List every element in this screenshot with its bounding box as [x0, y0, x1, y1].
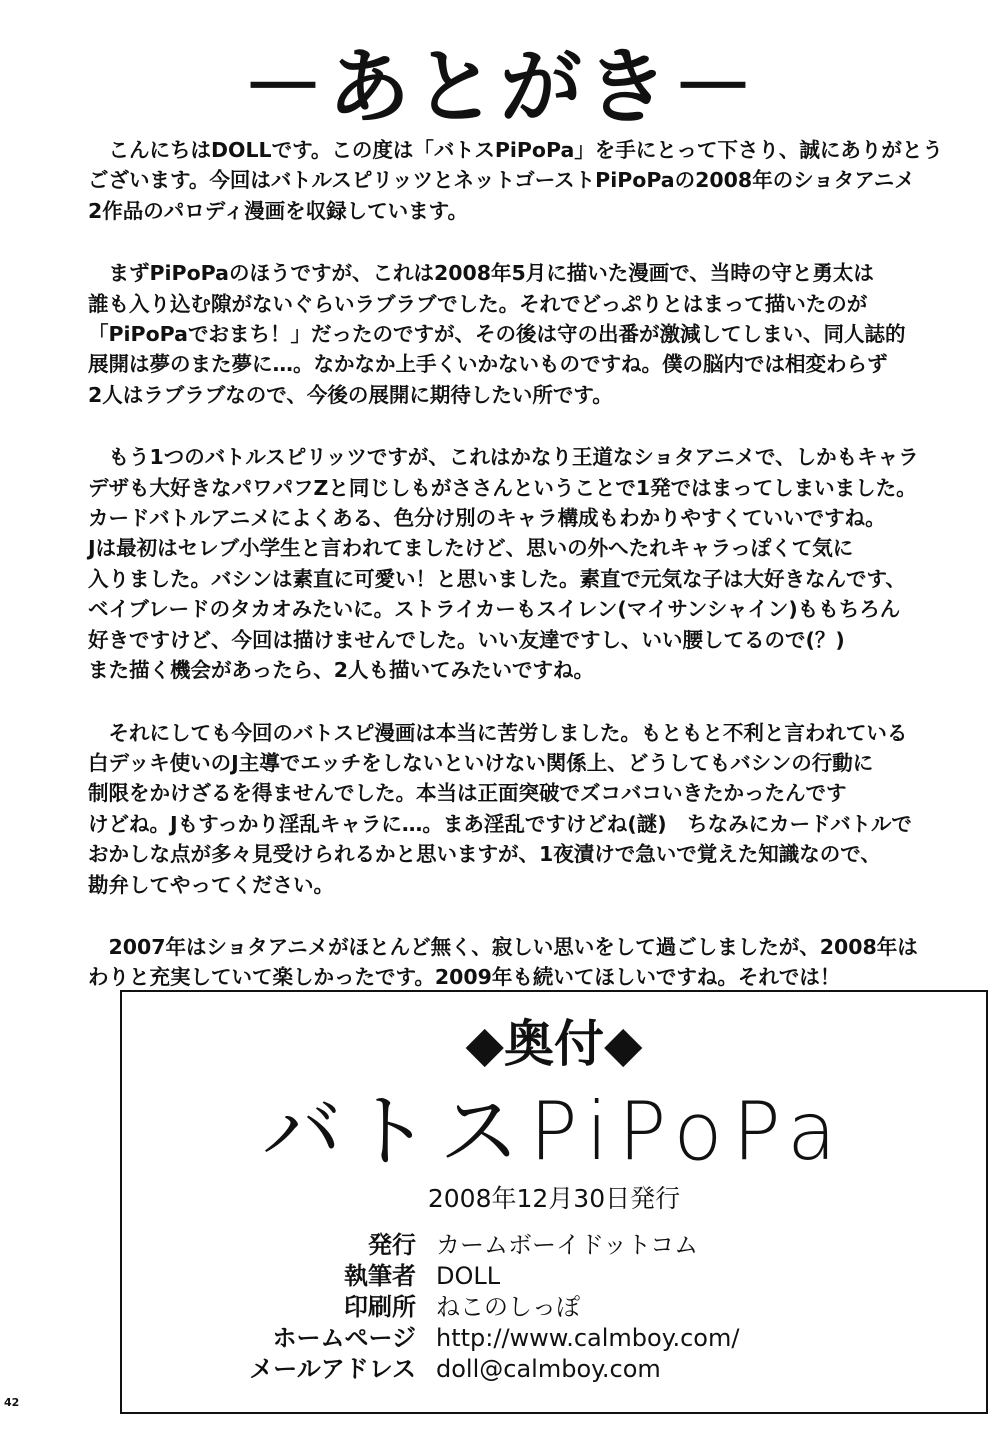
- text-line: Jは最初はセレブ小学生と言われてましたけど、思いの外へたれキャラっぽくて気に: [88, 536, 854, 561]
- page-title: －あとがき－: [241, 40, 758, 135]
- colophon-row-email: [122, 1354, 986, 1385]
- text-line: けどね。Jもすっかり淫乱キャラに…。まあ淫乱ですけどね(謎) ちなみにカードバトルで: [88, 811, 912, 836]
- paragraph: [88, 932, 938, 993]
- colophon-row-printer: [122, 1292, 986, 1323]
- text-line: それにしても今回のバトスピ漫画は本当に苦労しました。もともと不利と言われている: [88, 720, 908, 745]
- text-line: 制限をかけざるを得ませんでした。本当は正面突破でズコバコいきたかったんです: [88, 781, 847, 806]
- colophon-row-publisher: [122, 1230, 986, 1261]
- paragraph: [88, 135, 943, 226]
- colophon-rows: [122, 1230, 986, 1385]
- row-label: メールアドレス: [249, 1355, 416, 1383]
- text-line: 白デッキ使いのJ主導でエッチをしないといけない関係上、どうしてもバシンの行動に: [88, 750, 874, 775]
- text-line: 2人はラブラブなので、今後の展開に期待したい所です。: [88, 382, 613, 407]
- text-line: 好きですけど、今回は描けませんでした。いい友達ですし、いい腰してるので(？): [88, 627, 845, 652]
- publish-date: 2008年12月30日発行: [427, 1184, 681, 1213]
- text-line: 入りました。バシンは素直に可愛い！と思いました。素直で元気な子は大好きなんです、: [88, 566, 906, 591]
- row-label: 印刷所: [344, 1293, 416, 1321]
- colophon-row-author: [122, 1261, 986, 1292]
- colophon-row-homepage: [122, 1323, 986, 1354]
- paragraph: [88, 258, 938, 410]
- text-line: こんにちはDOLLです。この度は「バトスPiPoPa」を手にとって下さり、誠にありがとう: [88, 138, 943, 162]
- text-line: わりと充実していて楽しかったです。2009年も続いてほしいですね。それでは！: [88, 965, 841, 990]
- text-line: デザも大好きなパワパフZと同じしもがささんということで1発ではまってしまいました。: [88, 475, 917, 500]
- text-line: ベイブレードのタカオみたいに。ストライカーもスイレン(マイサンシャイン)ももちろん: [88, 597, 901, 622]
- row-value: DOLL: [436, 1262, 501, 1290]
- text-line: 「PiPoPaでおまち！」だったのですが、その後は守の出番が激減してしまい、同人誌的: [88, 322, 906, 347]
- text-line: カードバトルアニメによくある、色分け別のキャラ構成もわかりやすくていいですね。: [88, 506, 886, 531]
- row-label: 発行: [368, 1231, 416, 1259]
- colophon-box: [120, 990, 988, 1414]
- colophon-heading: ◆奥付◆: [465, 1015, 643, 1073]
- row-label: 執筆者: [344, 1262, 416, 1290]
- text-line: 2作品のパロディ漫画を収録しています。: [88, 198, 468, 223]
- text-line: 展開は夢のまた夢に…。なかなか上手くいかないものですね。僕の脳内では相変わらず: [88, 352, 888, 377]
- page-number: 42: [4, 1396, 20, 1409]
- row-value: カームボーイドットコム: [436, 1231, 699, 1259]
- text-line: ございます。今回はバトルスピリッツとネットゴーストPiPoPaの2008年のショタアニメ: [88, 168, 915, 193]
- book-title: バトスPiPoPa: [261, 1085, 847, 1178]
- paragraph: [88, 442, 938, 685]
- paragraph: [88, 718, 938, 900]
- text-line: 2007年はショタアニメがほとんど無く、寂しい思いをして過ごしましたが、2008年は: [88, 934, 918, 959]
- text-line: 誰も入り込む隙がないぐらいラブラブでした。それでどっぷりとはまって描いたのが: [88, 291, 868, 316]
- text-line: 勘弁してやってください。: [88, 872, 334, 897]
- afterword-body: [88, 135, 943, 1025]
- email-link[interactable]: doll@calmboy.com: [436, 1355, 661, 1383]
- text-line: また描く機会があったら、2人も描いてみたいですね。: [88, 658, 595, 683]
- text-line: おかしな点が多々見受けられるかと思いますが、1夜漬けで急いで覚えた知識なので、: [88, 842, 881, 867]
- row-label: ホームページ: [272, 1324, 416, 1352]
- row-value: ねこのしっぽ: [436, 1293, 580, 1321]
- homepage-link[interactable]: http://www.calmboy.com/: [436, 1324, 740, 1352]
- text-line: まずPiPoPaのほうですが、これは2008年5月に描いた漫画で、当時の守と勇太は: [88, 261, 874, 286]
- text-line: もう1つのバトルスピリッツですが、これはかなり王道なショタアニメで、しかもキャラ: [88, 445, 919, 470]
